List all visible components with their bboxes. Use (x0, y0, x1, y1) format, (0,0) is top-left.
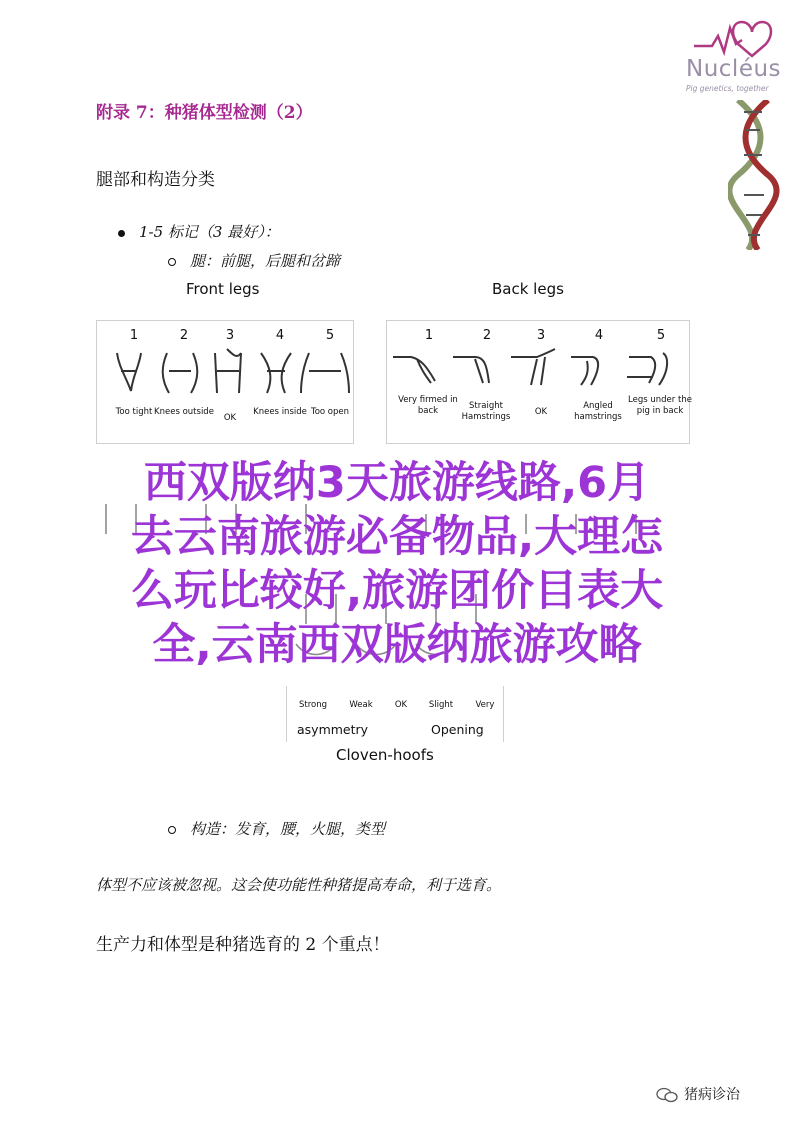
hoof-label: Strong (298, 700, 328, 710)
back-legs-number: 3 (536, 328, 546, 343)
back-legs-caption: OK (534, 407, 548, 417)
front-legs-title: Front legs (186, 280, 260, 298)
front-legs-caption: Knees outside (154, 407, 214, 417)
bullet-item (118, 221, 280, 242)
overlay-line: 去云南旅游必备物品,大理怎 (130, 512, 664, 562)
hoof-label: Very (475, 700, 495, 710)
cloven-hoofs-diagram (286, 686, 504, 742)
logo-brand: Nucléus (686, 56, 782, 82)
hoof-group-label: asymmetry (297, 722, 369, 737)
sub-item (168, 250, 340, 271)
key-points-line: 生产力和体型是种猪选育的 2 个重点！ (96, 935, 390, 955)
front-legs-sketch-icon (97, 347, 353, 401)
overlay-headline (0, 456, 794, 672)
appendix-title: 附录 7：种猪体型检测（2） (96, 103, 313, 123)
back-legs-number: 2 (482, 328, 492, 343)
bullet-text: 1-5 标记（3 最好）： (139, 223, 280, 241)
front-legs-number: 5 (325, 328, 335, 343)
hoof-group-label: Opening (431, 722, 484, 737)
back-legs-caption: Angled hamstrings (574, 401, 622, 422)
hoof-label: Weak (349, 700, 373, 710)
circle-bullet-icon (168, 826, 176, 834)
cloven-hoofs-title: Cloven-hoofs (336, 746, 434, 764)
footer-text: 猪病诊治 (684, 1087, 740, 1103)
front-legs-number: 4 (275, 328, 285, 343)
back-legs-number: 1 (424, 328, 434, 343)
heart-line-logo-icon (690, 14, 776, 58)
dna-helix-icon (728, 100, 780, 250)
overlay-line: 全,云南西双版纳旅游攻略 (152, 620, 642, 670)
front-legs-number: 2 (179, 328, 189, 343)
bullet-dot-icon (118, 230, 125, 237)
hoof-label: OK (394, 700, 408, 710)
back-legs-number: 5 (656, 328, 666, 343)
front-legs-caption: OK (223, 413, 237, 423)
structure-item-text: 构造：发育，腰，火腿，类型 (190, 820, 386, 838)
circle-bullet-icon (168, 258, 176, 266)
footer-watermark (656, 1084, 740, 1104)
back-legs-caption: Legs under the pig in back (628, 395, 692, 416)
overlay-line: 西双版纳3天旅游线路,6月 (143, 458, 651, 508)
front-legs-caption: Too tight (115, 407, 153, 417)
hoof-label: Slight (428, 700, 454, 710)
back-legs-diagram (386, 320, 690, 444)
back-legs-title: Back legs (492, 280, 564, 298)
back-legs-caption: Very firmed in back (398, 395, 458, 416)
front-legs-diagram (96, 320, 354, 444)
section-title: 腿部和构造分类 (96, 170, 215, 190)
back-legs-caption: Straight Hamstrings (461, 401, 511, 422)
front-legs-number: 1 (129, 328, 139, 343)
wechat-icon (656, 1087, 678, 1103)
back-legs-number: 4 (594, 328, 604, 343)
back-legs-sketch-icon (387, 347, 689, 391)
front-legs-caption: Knees inside (253, 407, 307, 417)
front-legs-caption: Too open (310, 407, 350, 417)
sub-item-text: 腿：前腿，后腿和岔蹄 (190, 252, 341, 270)
overlay-line: 么玩比较好,旅游团价目表大 (130, 566, 664, 616)
logo-tagline: Pig genetics, together (686, 84, 769, 93)
body-note: 体型不应该被忽视。这会使功能性种猪提高寿命，利于选育。 (96, 876, 502, 894)
structure-item (168, 818, 385, 839)
front-legs-number: 3 (225, 328, 235, 343)
